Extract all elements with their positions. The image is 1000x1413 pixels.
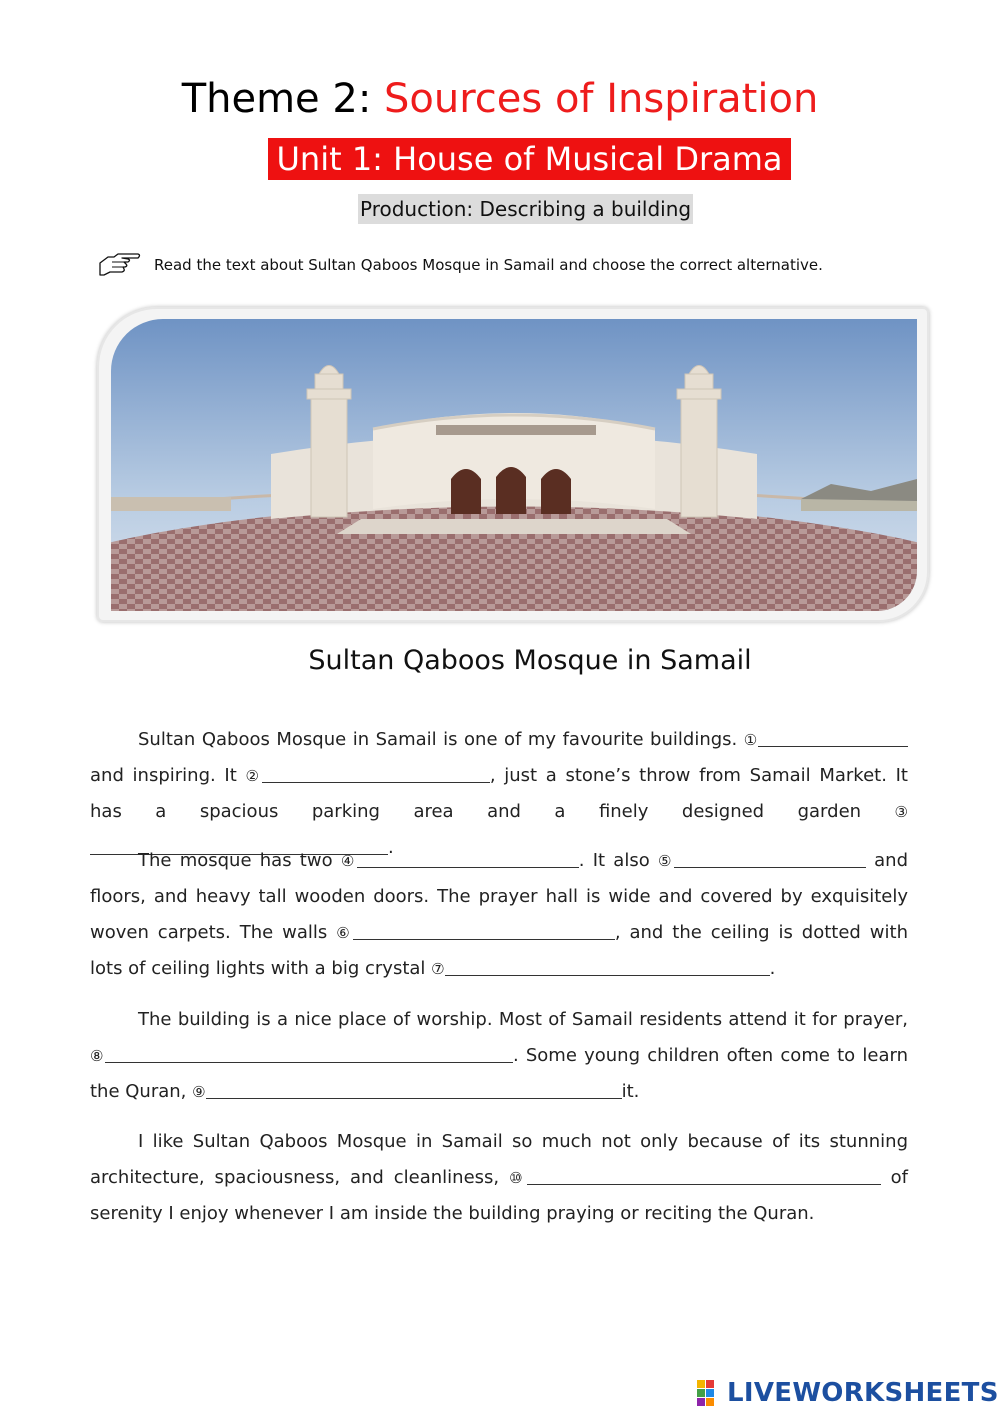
answer-blank-9[interactable] bbox=[206, 1080, 622, 1099]
liveworksheets-logo[interactable] bbox=[697, 1378, 999, 1408]
blank-number: ⑦ bbox=[431, 960, 445, 978]
blank-number: ⑤ bbox=[657, 852, 674, 870]
liveworksheets-logo-icon bbox=[697, 1380, 723, 1406]
blank-number: ① bbox=[743, 731, 758, 749]
paragraph-4: I like Sultan Qaboos Mosque in Samail so much not only because of its stunning architecture, spaciousness, and cleanliness, ⑩ of serenity I enjoy whenever I am inside the building praying or reciting the Quran. bbox=[90, 1131, 908, 1224]
blank-number: ⑩ bbox=[509, 1169, 527, 1187]
answer-blank-1[interactable] bbox=[758, 728, 908, 747]
pointing-hand-icon bbox=[98, 251, 142, 279]
blank-number: ③ bbox=[894, 803, 908, 821]
blank-number: ⑥ bbox=[336, 924, 353, 942]
answer-blank-10[interactable] bbox=[527, 1166, 881, 1185]
blank-number: ⑧ bbox=[90, 1047, 105, 1065]
answer-blank-5[interactable] bbox=[674, 849, 866, 868]
unit-title: Unit 1: House of Musical Drama bbox=[268, 138, 791, 180]
theme-prefix: Theme 2: bbox=[181, 76, 385, 122]
article-title: Sultan Qaboos Mosque in Samail bbox=[308, 645, 752, 676]
answer-blank-4[interactable] bbox=[357, 849, 579, 868]
theme-name: Sources of Inspiration bbox=[384, 76, 819, 122]
paragraph-2: The mosque has two ④ . It also ⑤ and floors, and heavy tall wooden doors. The prayer hall is wide and covered by exquisitely woven carpets. The walls ⑥ , and the ceiling is dotted with lots of ceiling lights with a big crystal ⑦ . bbox=[90, 850, 908, 979]
logo-text: LIVEWORKSHEETS bbox=[727, 1378, 999, 1408]
theme-title bbox=[0, 74, 1000, 124]
answer-blank-7[interactable] bbox=[445, 957, 770, 976]
blank-number: ④ bbox=[340, 852, 357, 870]
answer-blank-2[interactable] bbox=[262, 764, 490, 783]
blank-number: ② bbox=[245, 767, 262, 785]
mosque-photo bbox=[111, 319, 917, 611]
paragraph-1: Sultan Qaboos Mosque in Samail is one of my favourite buildings. ① and inspiring. It ② , just a stone’s throw from Samail Market. It has a spacious parking area and a finely designed garden ③. bbox=[90, 729, 908, 858]
blank-number: ⑨ bbox=[192, 1083, 206, 1101]
instruction-text: Read the text about Sultan Qaboos Mosque in Samail and choose the correct alternative. bbox=[154, 256, 823, 274]
answer-blank-6[interactable] bbox=[353, 921, 615, 940]
paragraph-3: The building is a nice place of worship. Most of Samail residents attend it for prayer, ⑧ . Some young children often come to learn the Quran, ⑨ it. bbox=[90, 1009, 908, 1102]
production-subtitle: Production: Describing a building bbox=[358, 194, 693, 224]
instruction bbox=[98, 250, 823, 280]
answer-blank-8[interactable] bbox=[105, 1044, 513, 1063]
